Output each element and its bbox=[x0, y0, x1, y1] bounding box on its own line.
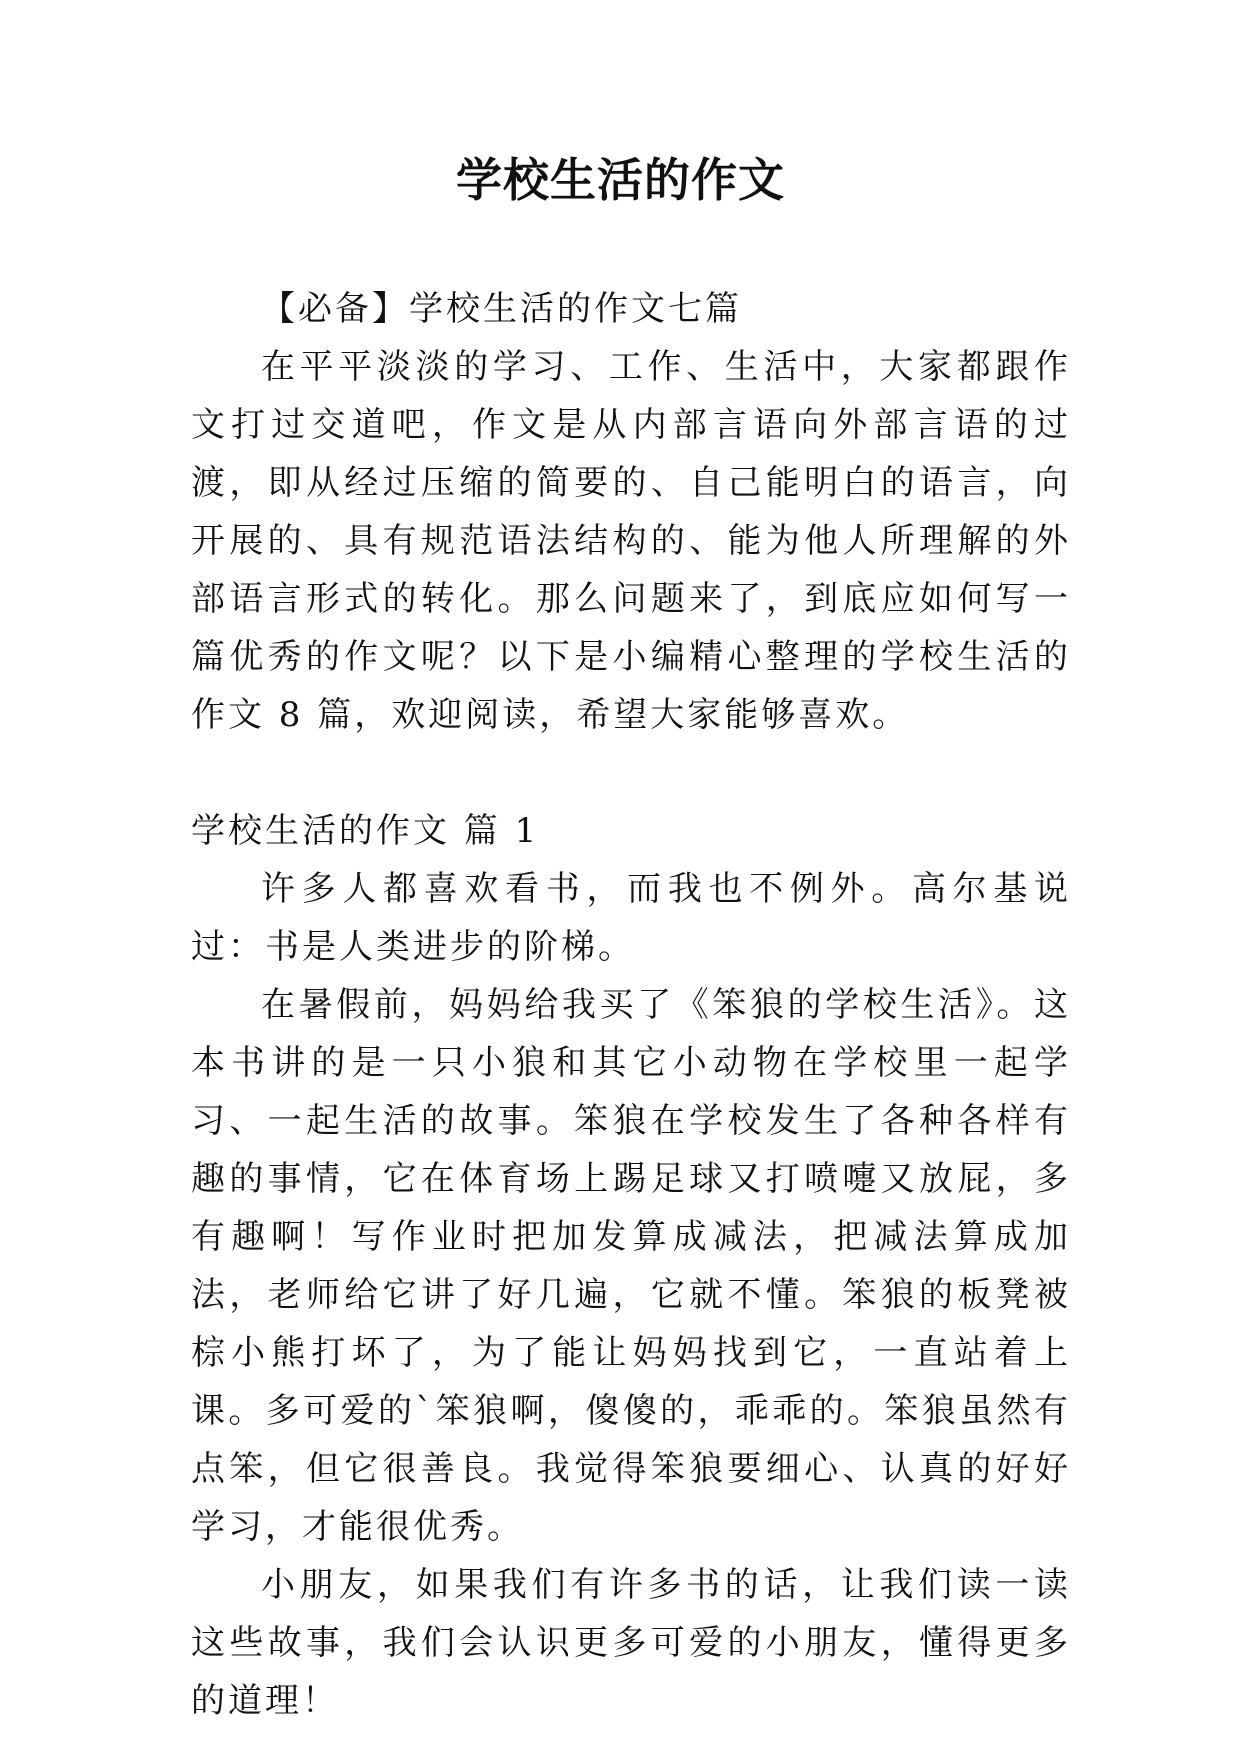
body-paragraph-2: 在暑假前，妈妈给我买了《笨狼的学校生活》。这本书讲的是一只小狼和其它小动物在学校里一起学习、一起生活的故事。笨狼在学校发生了各种各样有趣的事情，它在体育场上踢足球又打喷嚏又放屁，多有趣啊！写作业时把加发算成减法，把减法算成加法，老师给它讲了好几遍，它就不懂。笨狼的板凳被棕小熊打坏了，为了能让妈妈找到它，一直站着上课。多可爱的`笨狼啊，傻傻的，乖乖的。笨狼虽然有点笨，但它很善良。我觉得笨狼要细心、认真的好好学习，才能很优秀。 bbox=[191, 985, 1071, 1547]
document-title: 学校生活的作文 bbox=[456, 153, 785, 207]
body-paragraph-1: 许多人都喜欢看书，而我也不例外。高尔基说过：书是人类进步的阶梯。 bbox=[191, 869, 1071, 967]
section-heading: 学校生活的作文 篇 1 bbox=[191, 811, 540, 851]
document-body bbox=[191, 280, 1071, 1730]
intro-paragraph: 在平平淡淡的学习、工作、生活中，大家都跟作文打过交道吧，作文是从内部言语向外部言语的过渡，即从经过压缩的简要的、自己能明白的语言，向开展的、具有规范语法结构的、能为他人所理解的外部语言形式的转化。那么问题来了，到底应如何写一篇优秀的作文呢？以下是小编精心整理的学校生活的作文 8 篇，欢迎阅读，希望大家能够喜欢。 bbox=[191, 347, 1071, 735]
body-paragraph-3: 小朋友，如果我们有许多书的话，让我们读一读这些故事，我们会认识更多可爱的小朋友，懂得更多的道理！ bbox=[191, 1565, 1071, 1721]
intro-heading: 【必备】学校生活的作文七篇 bbox=[261, 289, 742, 329]
